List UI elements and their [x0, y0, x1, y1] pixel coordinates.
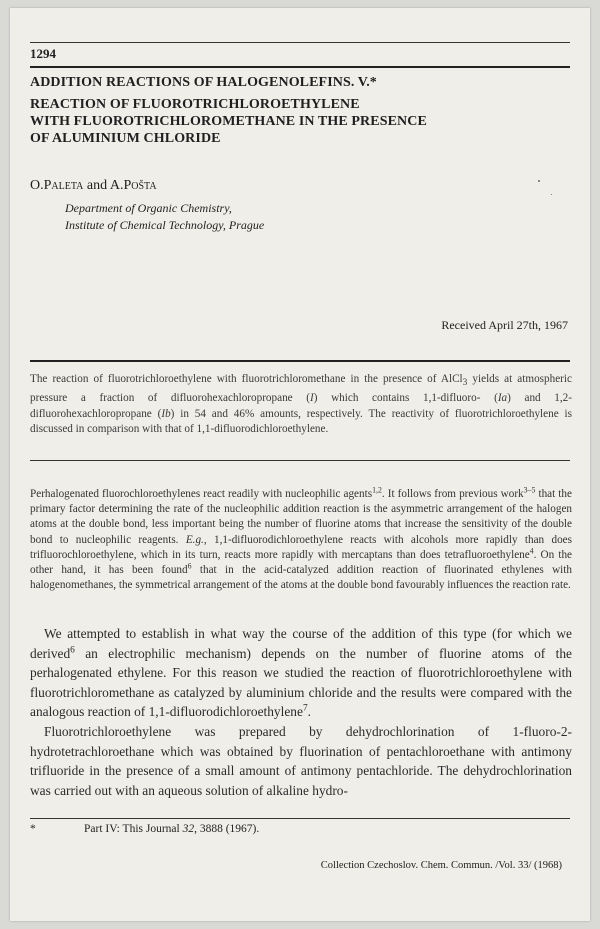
- affiliation: Department of Organic Chemistry, Institute of Chemical Technology, Prague: [65, 201, 265, 232]
- title-line-3: OF ALUMINIUM CHLORIDE: [30, 131, 221, 146]
- abstract-top-rule: [30, 360, 570, 362]
- footnote-rule: [30, 818, 570, 819]
- author-2: Pošta: [123, 178, 157, 193]
- series-title: ADDITION REACTIONS OF HALOGENOLEFINS. V.*: [30, 75, 377, 90]
- received-date: Received April 27th, 1967: [441, 318, 568, 332]
- print-speck: [538, 180, 540, 182]
- header-rule: [30, 66, 570, 68]
- introduction-paragraph: Perhalogenated fluorochloroethylenes react readily with nucleophilic agents$^{1,2}$. It follows from previous work$^{3-5}$ that the primary factor determining the rate of the nucleophilic addition reaction is the asymmetric arrangement of the halogen atoms at the double bond, less important being the number of fluorine atoms that increase the sensitivity of the double bond to nucleophilic reagents. E.g., 1,1-difluorodichloroethylene reacts with alcohols more rapidly than does trifluorochloroethylene, which in its turn, reacts more rapidly with mercaptans than does tetrafluoroethylene$^4$. On the other hand, it has been found$^6$ that in the acid-catalyzed addition reaction of fluorinated ethylenes with halogenomethanes, the symmetrical arrangement of the atoms at the double bond favourably influences the reaction rate.: [30, 485, 573, 592]
- main-text: [30, 624, 572, 800]
- authors: O.Paleta and A.Pošta: [30, 178, 157, 193]
- top-rule: [30, 42, 570, 43]
- paragraph-3: Fluorotrichloroethylene was prepared by dehydrochlorination of 1-fluoro-2-hydrotetrachloroethane which was obtained by fluorination of pentachloroethane with antimony trifluoride in the presence of a small amount of antimony pentachloride. The dehydrochlorination was carried out with an aqueous solution of alkaline hydro-: [30, 723, 572, 798]
- page-number: 1294: [30, 46, 56, 61]
- abstract-bottom-rule: [30, 460, 570, 461]
- article-title: [30, 74, 570, 147]
- paper-page: [10, 8, 590, 921]
- print-speck: [551, 194, 552, 195]
- title-line-2: WITH FLUOROTRICHLOROMETHANE IN THE PRESENCE: [30, 114, 427, 129]
- title-line-1: REACTION OF FLUOROTRICHLOROETHYLENE: [30, 97, 360, 112]
- paragraph-2: We attempted to establish in what way the course of the addition of this type (for which we derived$^6$ an electrophilic mechanism) depends on the number of fluorine atoms of the perhalogenated ethylene. For this reason we studied the reaction of fluorotrichloroethylene with fluorotrichloromethane as catalyzed by aluminium chloride and the results were compared with the analogous reaction of 1,1-difluorodichloroethylene$^7$.: [30, 626, 572, 720]
- author-1: Paleta: [43, 178, 84, 193]
- abstract: The reaction of fluorotrichloroethylene with fluorotrichloromethane in the presence of AlCl$_3$ yields at atmospheric pressure a fraction of difluorohexachloropropane (I) which contains 1,1-difluoro- (Ia) and 1,2-difluorohexachloropropane (Ib) in 54 and 46% amounts, respectively. The reactivity of fluorotrichloroethylene is discussed in comparison with that of 1,1-difluorodichloroethylene.: [30, 373, 572, 435]
- journal-citation: Collection Czechoslov. Chem. Commun. /Vol. 33/ (1968): [320, 860, 562, 871]
- footnote: * Part IV: This Journal 32, 3888 (1967).: [30, 823, 260, 835]
